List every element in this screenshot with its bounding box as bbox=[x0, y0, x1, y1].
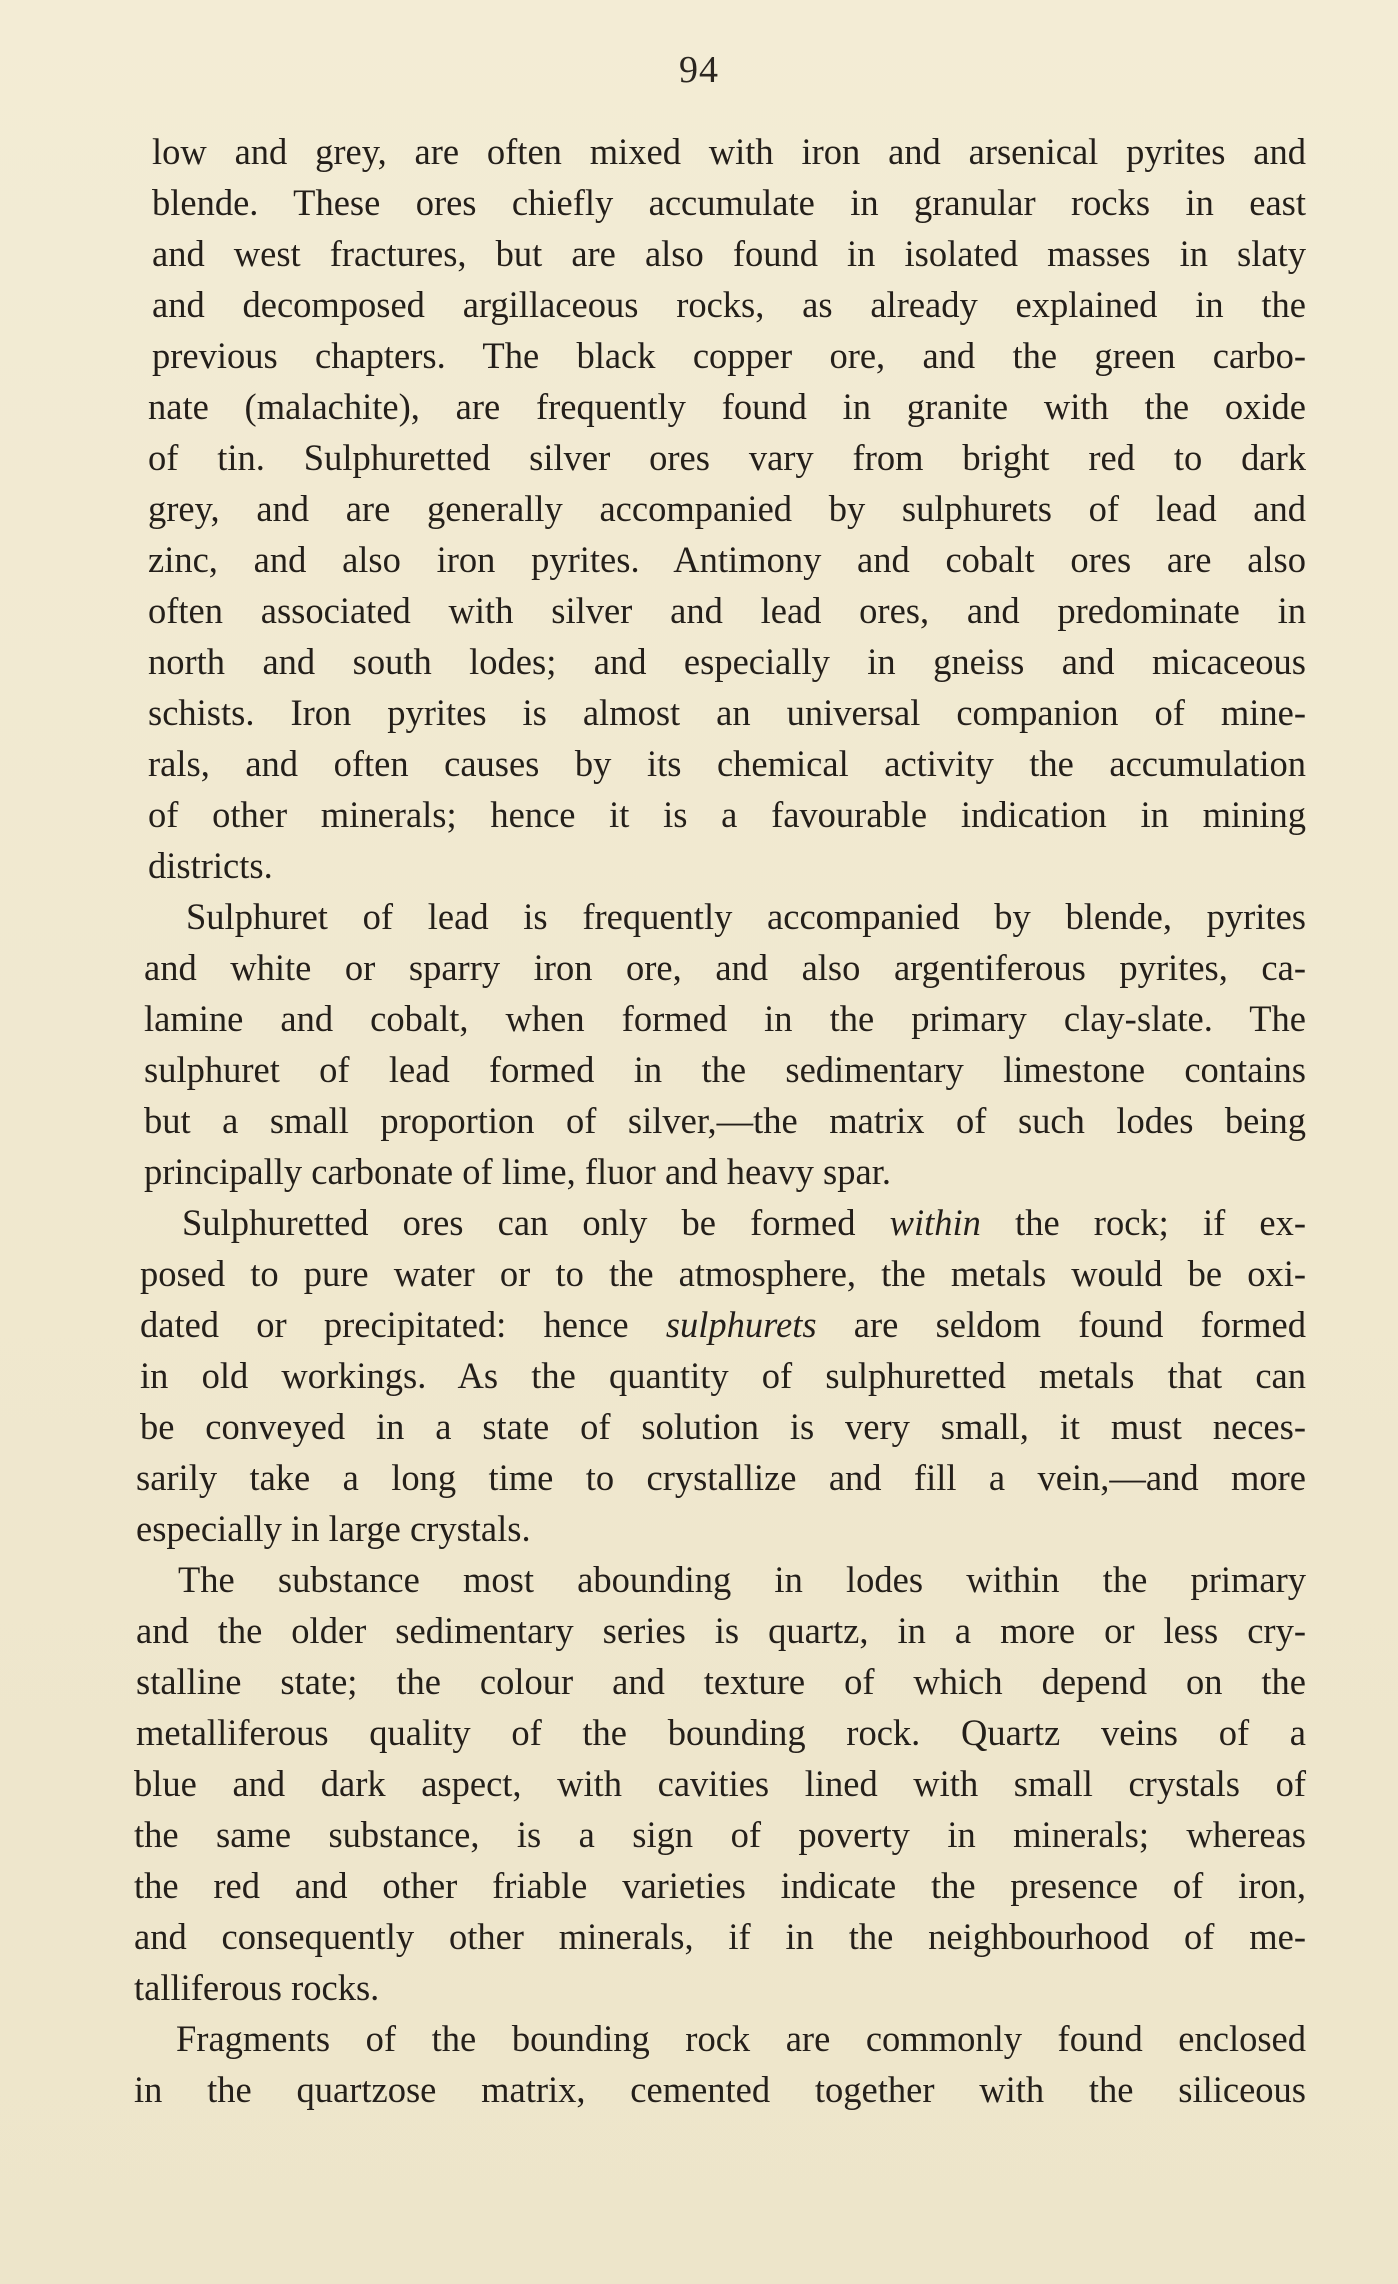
text-line: zinc, and also iron pyrites. Antimony and cobalt ores are also bbox=[148, 539, 1306, 580]
text-line: but a small proportion of silver,—the matrix of such lodes being bbox=[144, 1100, 1306, 1141]
text-line: in old workings. As the quantity of sulphuretted metals that can bbox=[140, 1355, 1306, 1396]
text-line: blende. These ores chiefly accumulate in granular rocks in east bbox=[152, 182, 1306, 223]
paragraph-start-line: Fragments of the bounding rock are commonly found enclosed bbox=[176, 2018, 1306, 2059]
italic-word: sulphurets bbox=[665, 1304, 817, 1345]
text-line: and consequently other minerals, if in the neighbourhood of me- bbox=[134, 1916, 1306, 1957]
text-line: stalline state; the colour and texture of which depend on the bbox=[136, 1661, 1306, 1702]
text-line: and the older sedimentary series is quartz, in a more or less cry- bbox=[136, 1610, 1306, 1651]
body-text bbox=[134, 126, 1306, 2115]
text-line: schists. Iron pyrites is almost an universal companion of mine- bbox=[148, 692, 1306, 733]
text-line: principally carbonate of lime, fluor and heavy spar. bbox=[144, 1151, 891, 1192]
text-line: the red and other friable varieties indicate the presence of iron, bbox=[134, 1865, 1306, 1906]
text-line: the same substance, is a sign of poverty in minerals; whereas bbox=[134, 1814, 1306, 1855]
text-line: nate (malachite), are frequently found in granite with the oxide bbox=[148, 386, 1306, 427]
text-line: metalliferous quality of the bounding rock. Quartz veins of a bbox=[136, 1712, 1306, 1753]
text-line: posed to pure water or to the atmosphere, the metals would be oxi- bbox=[140, 1253, 1306, 1294]
paragraph-start-line: The substance most abounding in lodes within the primary bbox=[178, 1559, 1306, 1600]
text-line: grey, and are generally accompanied by sulphurets of lead and bbox=[148, 488, 1306, 529]
paragraph-start-line: Sulphuret of lead is frequently accompanied by blende, pyrites bbox=[186, 896, 1306, 937]
text-line: talliferous rocks. bbox=[134, 1967, 380, 2008]
text-line: low and grey, are often mixed with iron and arsenical pyrites and bbox=[152, 131, 1306, 172]
text-line: sulphuret of lead formed in the sedimentary limestone contains bbox=[144, 1049, 1306, 1090]
text-line: previous chapters. The black copper ore, and the green carbo- bbox=[152, 335, 1306, 376]
text-line: blue and dark aspect, with cavities lined with small crystals of bbox=[134, 1763, 1306, 1804]
italic-word: within bbox=[889, 1202, 981, 1243]
text-line: especially in large crystals. bbox=[136, 1508, 531, 1549]
text-line: of tin. Sulphuretted silver ores vary from bright red to dark bbox=[148, 437, 1306, 478]
text-line: lamine and cobalt, when formed in the primary clay-slate. The bbox=[144, 998, 1306, 1039]
text-line: be conveyed in a state of solution is very small, it must neces- bbox=[140, 1406, 1306, 1447]
text-line: dated or precipitated: hence sulphurets are seldom found formed bbox=[140, 1304, 1306, 1345]
text-line: in the quartzose matrix, cemented together with the siliceous bbox=[134, 2069, 1306, 2110]
paragraph-start-line: Sulphuretted ores can only be formed within the rock; if ex- bbox=[182, 1202, 1306, 1243]
text-line: sarily take a long time to crystallize and fill a vein,—and more bbox=[136, 1457, 1306, 1498]
text-line: and decomposed argillaceous rocks, as already explained in the bbox=[152, 284, 1306, 325]
text-line: districts. bbox=[148, 845, 273, 886]
text-line: and west fractures, but are also found in isolated masses in slaty bbox=[152, 233, 1306, 274]
text-line: and white or sparry iron ore, and also argentiferous pyrites, ca- bbox=[144, 947, 1306, 988]
text-line: north and south lodes; and especially in gneiss and micaceous bbox=[148, 641, 1306, 682]
page-number: 94 bbox=[679, 49, 719, 91]
text-line: rals, and often causes by its chemical activity the accumulation bbox=[148, 743, 1306, 784]
text-line: often associated with silver and lead ores, and predominate in bbox=[148, 590, 1306, 631]
text-line: of other minerals; hence it is a favourable indication in mining bbox=[148, 794, 1306, 835]
